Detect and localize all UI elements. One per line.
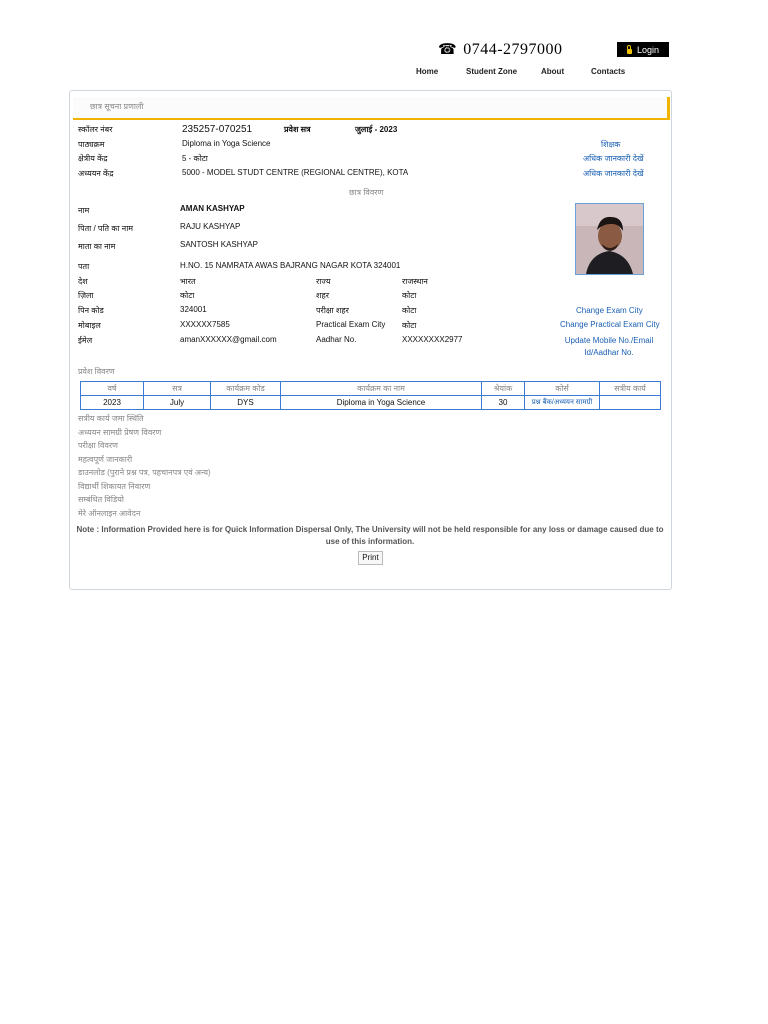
district-value: कोटा — [180, 291, 195, 300]
col-program-code: कार्यक्रम कोड — [211, 382, 281, 396]
country-label: देश — [78, 277, 88, 286]
mobile-label: मोबाइल — [78, 321, 101, 330]
country-value: भारत — [180, 277, 196, 286]
nav-about[interactable]: About — [541, 67, 565, 76]
panel-title: छात्र सूचना प्रणाली — [90, 102, 144, 111]
admission-header-row — [81, 382, 661, 396]
state-label: राज्य — [316, 277, 331, 286]
aadhar-value: XXXXXXXX2977 — [402, 335, 463, 344]
region-label: क्षेत्रीय केंद्र — [78, 154, 108, 163]
admission-heading: प्रवेश विवरण — [78, 367, 115, 376]
link-assignment-status[interactable]: सत्रीय कार्य जमा स्थिति — [78, 414, 144, 423]
link-exam-details[interactable]: परीक्षा विवरण — [78, 441, 118, 450]
exam-city-label: परीक्षा शहर — [316, 306, 349, 315]
practical-city-label: Practical Exam City — [316, 320, 386, 329]
study-centre-value: 5000 - MODEL STUDT CENTRE (REGIONAL CENTRE), KOTA — [182, 168, 409, 177]
table-row — [81, 396, 661, 410]
teacher-link[interactable]: शिक्षक — [601, 140, 621, 149]
col-year: वर्ष — [81, 382, 144, 396]
name-label: नाम — [78, 206, 90, 215]
cell-program-code: DYS — [211, 396, 281, 410]
col-assignment: सत्रीय कार्य — [600, 382, 661, 396]
link-online-applications[interactable]: मेरे ऑनलाइन आवेदन — [78, 509, 141, 518]
practical-city-value: कोटा — [402, 321, 417, 330]
scholar-label: स्कॉलर नंबर — [78, 125, 113, 134]
phone-number: 0744-2797000 — [463, 41, 563, 58]
panel-header — [73, 97, 670, 120]
print-button[interactable]: Print — [358, 551, 383, 565]
aadhar-label: Aadhar No. — [316, 335, 357, 344]
address-label: पता — [78, 262, 90, 271]
change-exam-city-link[interactable]: Change Exam City — [576, 306, 643, 315]
col-course: कोर्स — [525, 382, 600, 396]
student-photo — [575, 203, 644, 275]
nav-student-zone[interactable]: Student Zone — [466, 67, 518, 76]
city-value: कोटा — [402, 291, 417, 300]
region-value: 5 - कोटा — [182, 154, 208, 163]
session-value: जुलाई - 2023 — [355, 125, 398, 134]
login-button[interactable] — [617, 42, 669, 57]
lock-icon — [627, 49, 632, 54]
region-more-link[interactable]: अधिक जानकारी देखें — [583, 154, 644, 163]
cell-program-name: Diploma in Yoga Science — [281, 396, 482, 410]
email-value: amanXXXXXX@gmail.com — [180, 335, 277, 344]
mother-name: SANTOSH KASHYAP — [180, 240, 258, 249]
col-credits: श्रेयांक — [482, 382, 525, 396]
update-contact-link[interactable]: Update Mobile No./Email Id/Aadhar No. — [564, 336, 654, 357]
change-practical-city-link[interactable]: Change Practical Exam City — [560, 320, 660, 329]
pin-label: पिन कोड — [78, 306, 104, 315]
study-centre-more-link[interactable]: अधिक जानकारी देखें — [583, 169, 644, 178]
link-videos[interactable]: सम्बंधित विडियो — [78, 495, 124, 504]
disclaimer-note: Note : Information Provided here is for Quick Information Dispersal Only, The University will not be held responsible for any loss or damage caused due to use of this information. — [76, 525, 664, 546]
col-session: सत्र — [144, 382, 211, 396]
cell-assignment — [600, 396, 661, 410]
student-details-heading: छात्र विवरण — [349, 188, 384, 197]
mother-label: माता का नाम — [78, 242, 116, 251]
cell-year: 2023 — [81, 396, 144, 410]
link-grievance[interactable]: विद्यार्थी शिकायत निवारण — [78, 482, 151, 491]
course-value: Diploma in Yoga Science — [182, 139, 271, 148]
scholar-number: 235257-070251 — [182, 124, 253, 135]
question-bank-link[interactable]: प्रश्न बैंक/अध्ययन सामग्री — [525, 396, 600, 410]
col-program-name: कार्यक्रम का नाम — [281, 382, 482, 396]
nav-contacts[interactable]: Contacts — [591, 67, 626, 76]
telephone-icon: ☎ — [438, 42, 458, 58]
district-label: ज़िला — [78, 291, 94, 300]
father-label: पिता / पति का नाम — [78, 224, 134, 233]
student-name: AMAN KASHYAP — [180, 204, 245, 213]
father-name: RAJU KASHYAP — [180, 222, 241, 231]
link-material-dispatch[interactable]: अध्ययन सामग्री प्रेषण विवरण — [78, 428, 162, 437]
link-downloads[interactable]: डाउनलोड (पुराने प्रश्न पत्र, पहचानपत्र एवं अन्य) — [78, 468, 211, 477]
admission-table — [80, 381, 661, 410]
nav-home[interactable]: Home — [416, 67, 439, 76]
link-important-info[interactable]: महत्वपूर्ण जानकारी — [78, 455, 133, 464]
cell-credits: 30 — [482, 396, 525, 410]
cell-session: July — [144, 396, 211, 410]
city-label: शहर — [316, 291, 329, 300]
exam-city-value: कोटा — [402, 306, 417, 315]
mobile-value: XXXXXX7585 — [180, 320, 230, 329]
pin-value: 324001 — [180, 305, 207, 314]
email-label: ईमेल — [78, 336, 93, 345]
session-label: प्रवेश सत्र — [284, 125, 311, 134]
address-value: H.NO. 15 NAMRATA AWAS BAJRANG NAGAR KOTA 324001 — [180, 261, 401, 270]
course-label: पाठ्यक्रम — [78, 140, 105, 149]
state-value: राजस्थान — [402, 277, 428, 286]
login-label: Login — [636, 44, 660, 55]
helpline-phone — [438, 40, 563, 59]
study-centre-label: अध्ययन केंद्र — [78, 169, 114, 178]
